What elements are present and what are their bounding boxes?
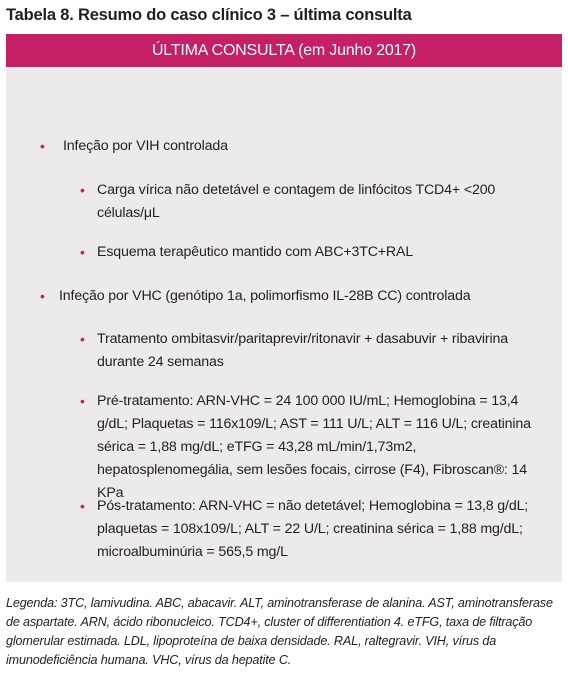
bullet-icon: • <box>80 331 85 347</box>
bullet-icon: • <box>80 182 85 198</box>
bullet-icon: • <box>80 393 85 409</box>
table-legend: Legenda: 3TC, lamivudina. ABC, abacavir. ALT, aminotransferase de alanina. AST, aminotransferase de aspartate. ARN, ácido ribonucleico. TCD4+, cluster of differentiation 4. eTFG, taxa de filtração glomerular estimada. LDL, lipoproteína de baixa densidade. RAL, raltegravir. VIH, vírus da imunodeficiência humana. VHC, vírus da hepatite C. <box>6 596 553 667</box>
bullet-icon: • <box>80 498 85 514</box>
item-vhc: Infeção por VHC (genótipo 1a, polimorfismo IL-28B CC) controlada <box>59 288 471 304</box>
item-pos-tratamento: Pós-tratamento: ARN-VHC = não detetável; Hemoglobina = 13,8 g/dL; plaquetas = 108x109/L; ALT = 22 U/L; creatinina sérica = 1,88 mg/dL; microalbuminúria = 565,5 mg/L <box>97 498 529 560</box>
item-tratamento: Tratamento ombitasvir/paritaprevir/ritonavir + dasabuvir + ribavirina durante 24 semanas <box>97 331 508 370</box>
bullet-icon: • <box>80 244 85 260</box>
item-pre-tratamento: Pré-tratamento: ARN-VHC = 24 100 000 IU/mL; Hemoglobina = 13,4 g/dL; Plaquetas = 116x109/L; AST = 111 U/L; ALT = 116 U/L; creatinina sérica = 1,88 mg/dL; eTFG = 43,28 mL/min/1,73m2, hepatosplenomegália, sem lesões focais, cirrose (F4), Fibroscan®: 14 KPa <box>97 393 531 501</box>
bullet-icon: • <box>40 138 45 154</box>
item-vih: Infeção por VIH controlada <box>63 138 228 154</box>
bullet-icon: • <box>40 288 45 304</box>
item-esquema: Esquema terapêutico mantido com ABC+3TC+RAL <box>97 244 414 260</box>
summary-table <box>6 34 562 582</box>
item-carga-virica: Carga vírica não detetável e contagem de linfócitos TCD4+ <200 células/μL <box>97 182 496 221</box>
table-title: Tabela 8. Resumo do caso clínico 3 – última consulta <box>6 6 412 24</box>
table-header: ÚLTIMA CONSULTA (em Junho 2017) <box>6 34 562 67</box>
